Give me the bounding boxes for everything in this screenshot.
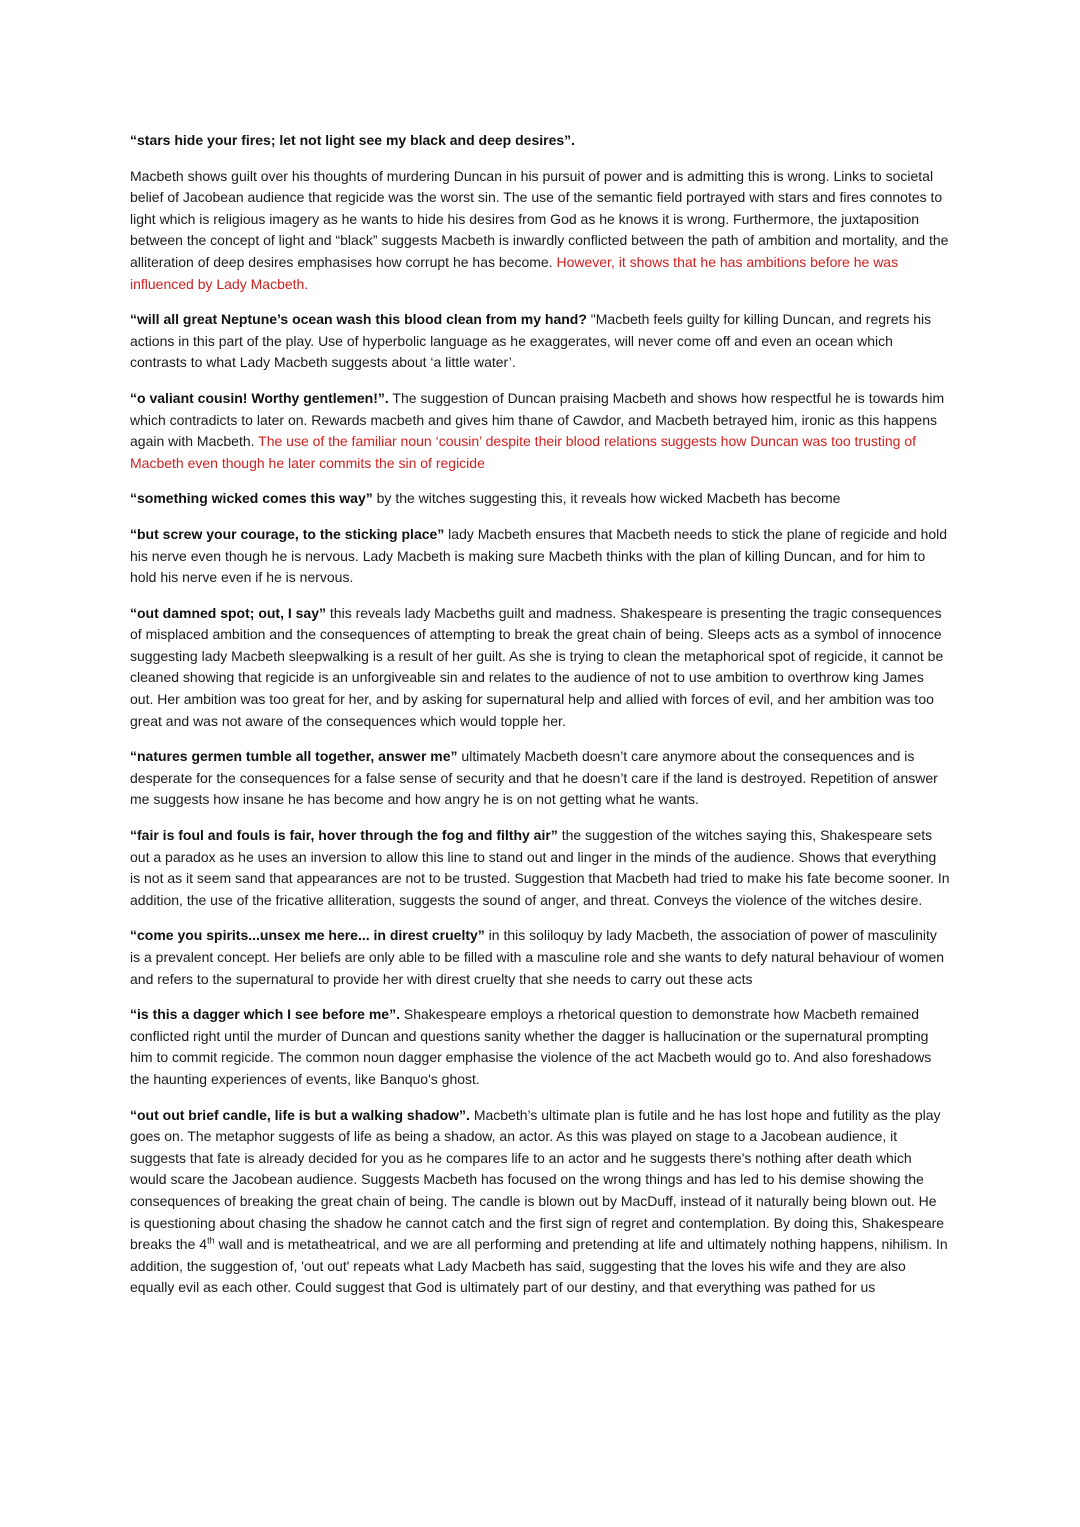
analysis-text: Macbeth shows guilt over his thoughts of murdering Duncan in his pursuit of power and is admitting this is wrong. Links to societal belief of Jacobean audience that regicide was the worst sin. The use of the semantic field portrayed with stars and fires connotes to light which is religious imagery as he wants to hide his desires from God as he knows it is wrong. Furthermore, the juxtaposition between the concept of light and “black” suggests Macbeth is inwardly conflicted between the path of ambition and mortality, and the alliteration of deep desires emphasises how corrupt he has become. — [130, 167, 949, 270]
analysis-text-continued: wall and is metatheatrical, and we are all performing and pretending at life and ultimately nothing happens, nihilism. In addition, the suggestion of, 'out out' repeats what Lady Macbeth has said, suggesting that the loves his wife and they are also equally evil as each other. Could suggest that God is ultimately part of our destiny, and that everything was pathed for us — [130, 1236, 948, 1296]
paragraph-fair-is-foul — [130, 825, 950, 911]
red-annotation: However, it shows that he has ambitions before he was influenced by Lady Macbeth. — [130, 253, 899, 292]
essay-page — [130, 130, 950, 1313]
superscript-ordinal: th — [207, 1235, 215, 1246]
quote: “natures germen tumble all together, answer me” — [130, 748, 458, 765]
analysis-text: by the witches suggesting this, it reveals how wicked Macbeth has become — [372, 490, 841, 507]
paragraph-natures-germen — [130, 746, 950, 811]
analysis-text: ultimately Macbeth doesn’t care anymore about the consequences and is desperate for the consequences for a false sense of security and that he doesn’t care if the land is destroyed. Repetition of answer me suggests how insane he has become and how angry he is on not getting what he wants. — [130, 748, 938, 808]
red-annotation: The use of the familiar noun ‘cousin’ despite their blood relations suggests how Duncan was too trusting of Macbeth even though he later commits the sin of regicide — [130, 433, 917, 471]
paragraph-neptune — [130, 309, 950, 374]
analysis-text: The suggestion of Duncan praising Macbeth and shows how respectful he is towards him which contradicts to later on. Rewards macbeth and gives him thane of Cawdor, and Macbeth betrayed him, ironic as this happens again with Macbeth. — [130, 389, 945, 450]
quote: “is this a dagger which I see before me”. — [130, 1006, 400, 1023]
quote: “come you spirits...unsex me here... in direst cruelty” — [130, 927, 485, 944]
analysis-text: Shakespeare employs a rhetorical question to demonstrate how Macbeth remained conflicted right until the murder of Duncan and questions sanity whether the dagger is hallucination or the supernatural prompting him to commit regicide. The common noun dagger emphasise the violence of the act Macbeth would go to. And also foreshadows the haunting experiences of events, like Banquo's ghost. — [130, 1006, 932, 1087]
analysis-text: "Macbeth feels guilty for killing Duncan, and regrets his actions in this part of the play. Use of hyperbolic language as he exaggerates, will never come off and even an ocean which contrasts to what Lady Macbeth suggests about ‘a little water’. — [130, 311, 932, 371]
analysis-text: Macbeth’s ultimate plan is futile and he has lost hope and futility as the play goes on. The metaphor suggests of life as being a shadow, an actor. As this was played on stage to a Jacobean audience, it suggests that fate is already decided for you as he compares life to an actor and he suggests there's nothing after death which would scare the Jacobean audience. Suggests Macbeth has focused on the wrong things and has led to his demise showing the consequences of breaking the great chain of being. The candle is blown out by MacDuff, instead of it naturally being blown out. He is questioning about chasing the shadow he cannot catch and the first sign of regret and contemplation. By doing this, Shakespeare breaks the 4 — [130, 1106, 945, 1253]
quote: “out damned spot; out, I say” — [130, 604, 327, 621]
quote: “but screw your courage, to the sticking place” — [130, 525, 445, 542]
analysis-text: lady Macbeth ensures that Macbeth needs to stick the plane of regicide and hold his nerve even though he is nervous. Lady Macbeth is making sure Macbeth thinks with the plan of killing Duncan, and for him to hold his nerve even if he is nervous. — [130, 525, 948, 586]
analysis-text: this reveals lady Macbeths guilt and madness. Shakespeare is presenting the tragic consequences of misplaced ambition and the consequences of attempting to break the great chain of being. Sleeps acts as a symbol of innocence suggesting lady Macbeth sleepwalking is a result of her guilt. As she is trying to clean the metaphorical spot of regicide, it cannot be cleaned showing that regicide is an unforgiveable sin and relates to the audience of not to use ambition to overthrow king James out. Her ambition was too great for her, and by asking for supernatural help and allied with forces of evil, and her ambition was too great and was not aware of the consequences which would topple her. — [130, 604, 944, 729]
analysis-text: the suggestion of the witches saying this, Shakespeare sets out a paradox as he uses an inversion to allow this line to stand out and linger in the minds of the audience. Shows that everything is not as it seem sand that appearances are not to be trusted. Suggestion that Macbeth had tried to make his fate become sooner. In addition, the use of the fricative alliteration, suggests the sound of anger, and threat. Conveys the violence of the witches desire. — [130, 827, 950, 908]
paragraph-dagger — [130, 1004, 950, 1090]
paragraph-valiant-cousin — [130, 388, 950, 474]
paragraph-unsex-me — [130, 925, 950, 990]
quote: “something wicked comes this way” — [130, 490, 373, 507]
quote: “will all great Neptune’s ocean wash this blood clean from my hand? — [130, 311, 591, 328]
analysis-text: in this soliloquy by lady Macbeth, the association of power of masculinity is a prevalent concept. Her beliefs are only able to be filled with a masculine role and she wants to defy natural behaviour of women and refers to the supernatural to provide her with direst cruelty that she needs to carry out these acts — [130, 927, 945, 987]
paragraph-stars-analysis — [130, 166, 950, 296]
paragraph-screw-courage — [130, 524, 950, 589]
paragraph-stars-quote — [130, 130, 950, 152]
quote: “fair is foul and fouls is fair, hover through the fog and filthy air” — [130, 827, 558, 844]
paragraph-damned-spot — [130, 603, 950, 733]
paragraph-brief-candle — [130, 1105, 950, 1299]
quote: “stars hide your fires; let not light see my black and deep desires”. — [130, 132, 576, 148]
quote: “out out brief candle, life is but a walking shadow”. — [130, 1106, 470, 1123]
quote: “o valiant cousin! Worthy gentlemen!”. — [130, 389, 389, 406]
paragraph-something-wicked — [130, 488, 950, 510]
